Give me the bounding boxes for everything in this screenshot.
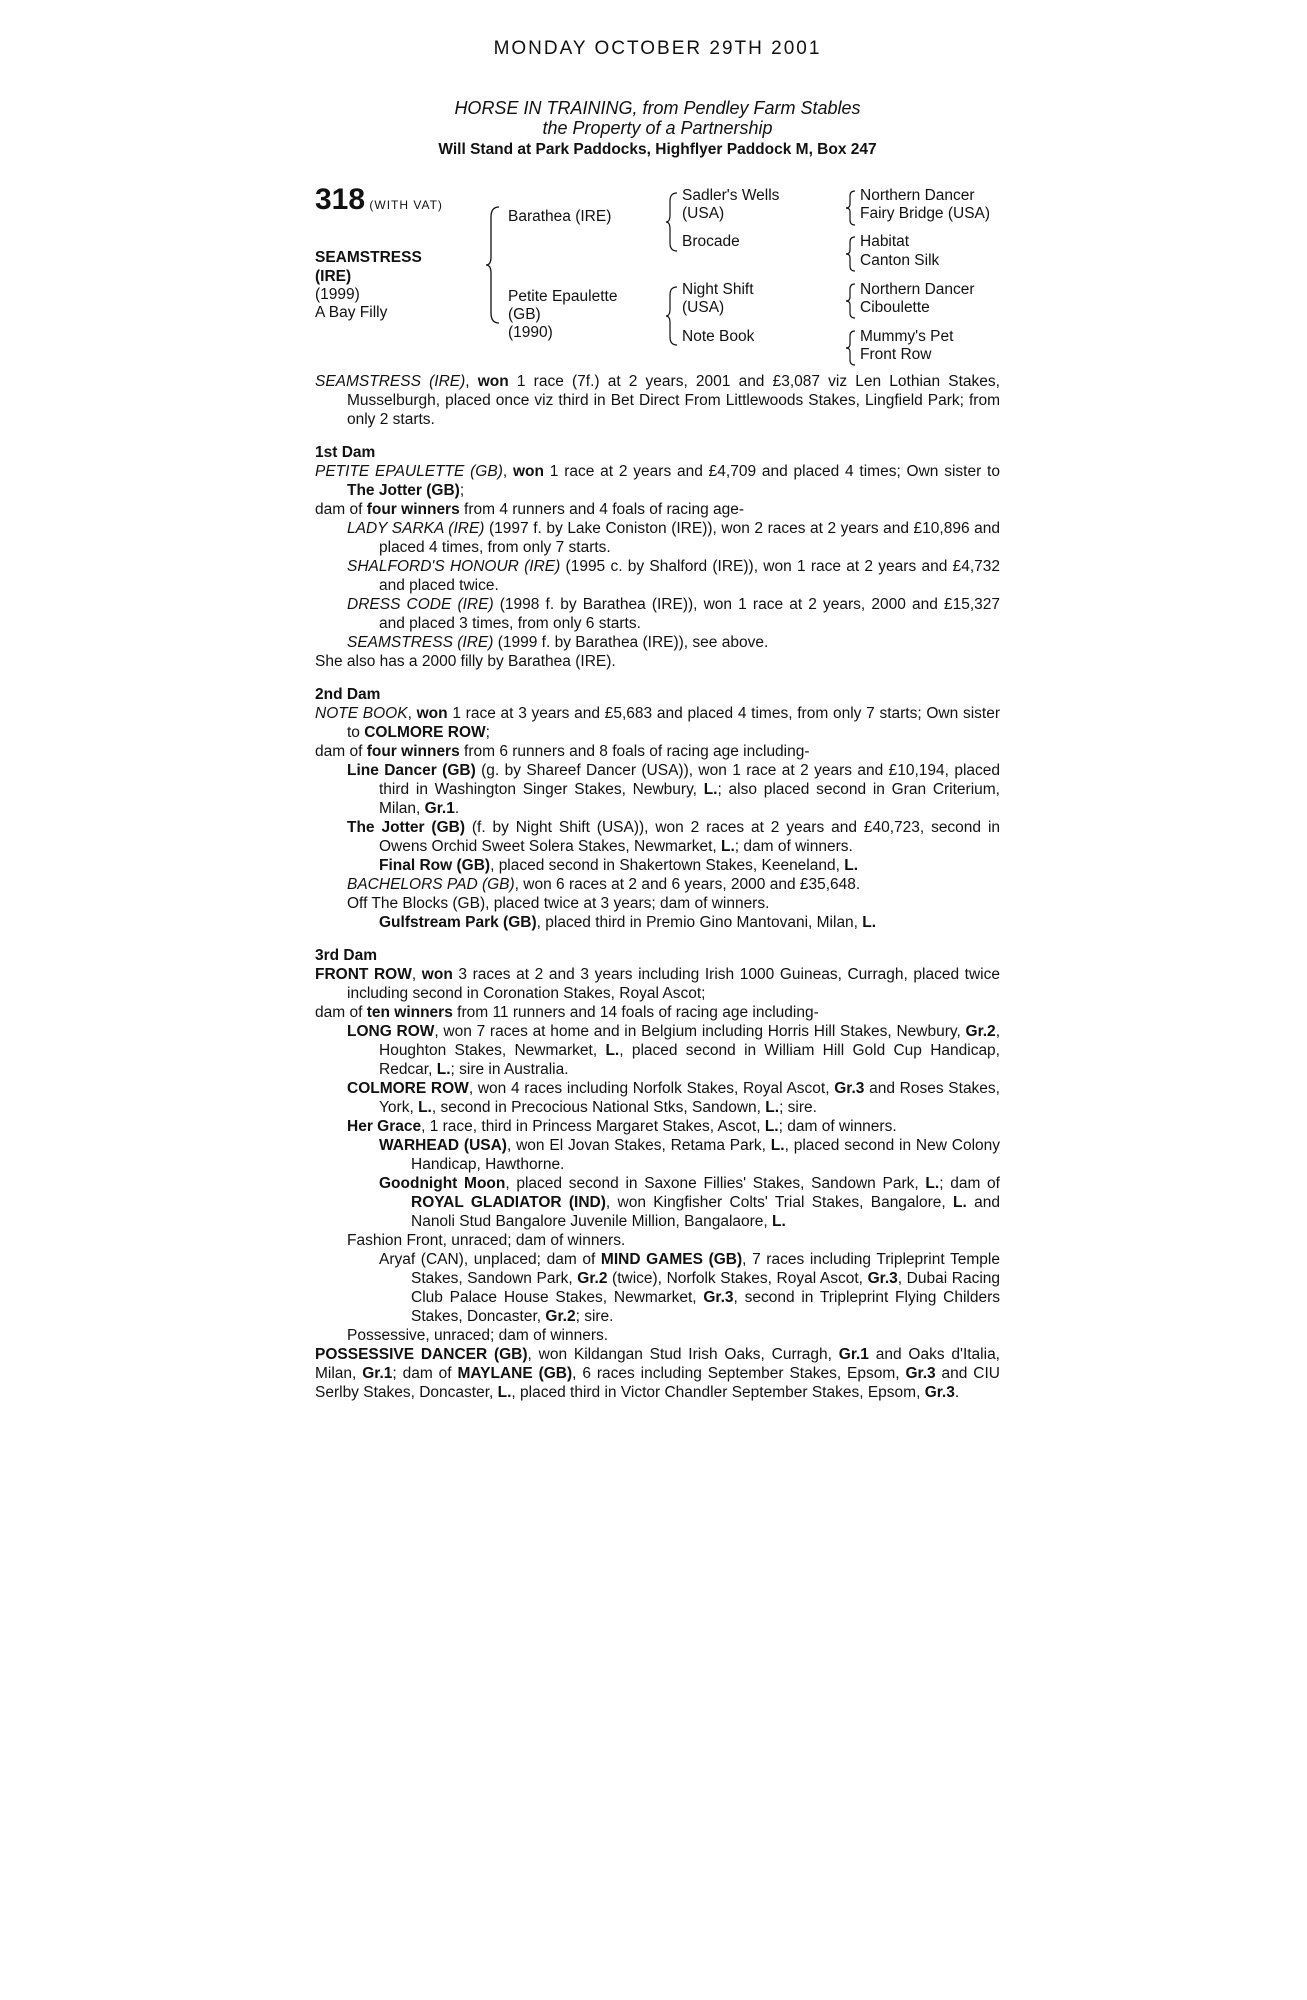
horse-description: A Bay Filly xyxy=(315,304,388,321)
dam-dam: Note Book xyxy=(682,328,755,345)
lot-number: 318 xyxy=(315,183,366,216)
second-dam-summary: NOTE BOOK, won 1 race at 3 years and £5,683 and placed 4 times, from only 7 starts; Own sister to COLMORE ROW; xyxy=(315,705,1000,741)
g-sds: Habitat xyxy=(860,233,910,250)
list-item: SEAMSTRESS (IRE) (1999 f. by Barathea (IRE)), see above. xyxy=(347,634,769,651)
list-item: Gulfstream Park (GB), placed third in Premio Gino Mantovani, Milan, L. xyxy=(379,914,877,931)
stand-location: Will Stand at Park Paddocks, Highflyer Paddock M, Box 247 xyxy=(438,141,877,158)
pedigree-brace-main xyxy=(485,205,501,325)
intro-paragraph: SEAMSTRESS (IRE), won 1 race (7f.) at 2 years, 2001 and £3,087 viz Len Lothian Stakes, Musselburgh, placed once viz third in Bet Direct From Littlewoods Stakes, Lingfield Park; from only 2 starts. xyxy=(315,373,1000,428)
lot-title-line2: the Property of a Partnership xyxy=(542,118,773,138)
pedigree-brace-3 xyxy=(845,282,857,320)
dam: Petite Epaulette xyxy=(508,288,618,305)
dam-sire-suffix: (USA) xyxy=(682,299,725,316)
g-sdd: Canton Silk xyxy=(860,252,940,269)
list-item: Her Grace, 1 race, third in Princess Margaret Stakes, Ascot, L.; dam of winners. xyxy=(347,1118,897,1135)
first-dam-heading: 1st Dam xyxy=(315,444,376,461)
first-dam-produce: dam of four winners from 4 runners and 4 foals of racing age- xyxy=(315,501,745,518)
list-item: BACHELORS PAD (GB), won 6 races at 2 and 6 years, 2000 and £35,648. xyxy=(347,876,861,893)
g-sss: Northern Dancer xyxy=(860,187,975,204)
third-dam-heading: 3rd Dam xyxy=(315,947,378,964)
list-item: Final Row (GB), placed second in Shakertown Stakes, Keeneland, L. xyxy=(379,857,859,874)
first-dam-also: She also has a 2000 filly by Barathea (IRE). xyxy=(315,653,616,670)
sire: Barathea (IRE) xyxy=(508,208,612,225)
list-item: Fashion Front, unraced; dam of winners. xyxy=(347,1232,626,1249)
second-dam-heading: 2nd Dam xyxy=(315,686,381,703)
list-item: Possessive, unraced; dam of winners. xyxy=(347,1327,609,1344)
pedigree-brace-dam xyxy=(665,285,679,347)
g-ssd: Fairy Bridge (USA) xyxy=(860,205,991,222)
pedigree-brace-4 xyxy=(845,329,857,367)
dam-year: (1990) xyxy=(508,324,553,341)
pedigree-brace-2 xyxy=(845,235,857,273)
sire-dam: Brocade xyxy=(682,233,740,250)
horse-year: (1999) xyxy=(315,286,360,303)
list-item: Line Dancer (GB) (g. by Shareef Dancer (USA)), won 1 race at 2 years and £10,194, placed third in Washington Singer Stakes, Newbury, L.; also placed second in Gran Criterium, Milan, Gr.1. xyxy=(347,762,1000,817)
list-item: POSSESSIVE DANCER (GB), won Kildangan Stud Irish Oaks, Curragh, Gr.1 and Oaks d'Italia, Milan, Gr.1; dam of MAYLANE (GB), 6 races including September Stakes, Epsom, Gr.3 and CIU Serlby Stakes, Doncaster, L., placed third in Victor Chandler September Stakes, Epsom, Gr.3. xyxy=(315,1346,1000,1401)
list-item: Off The Blocks (GB), placed twice at 3 years; dam of winners. xyxy=(347,895,770,912)
pedigree-brace-sire xyxy=(665,191,679,253)
lot-title-line1: HORSE IN TRAINING, from Pendley Farm Stables xyxy=(454,98,861,118)
list-item: The Jotter (GB) (f. by Night Shift (USA)), won 2 races at 2 years and £40,723, second in Owens Orchid Sweet Solera Stakes, Newmarket, L.; dam of winners. xyxy=(347,819,1001,855)
second-dam-produce: dam of four winners from 6 runners and 8 foals of racing age including- xyxy=(315,743,810,760)
sire-sire-suffix: (USA) xyxy=(682,205,725,222)
catalogue-text xyxy=(315,372,1000,1402)
lot-header xyxy=(315,183,443,216)
sire-sire: Sadler's Wells xyxy=(682,187,780,204)
list-item: Goodnight Moon, placed second in Saxone Fillies' Stakes, Sandown Park, L.; dam of ROYAL GLADIATOR (IND), won Kingfisher Colts' Trial Stakes, Bangalore, L. and Nanoli Stud Bangalore Juvenile Million, Bangalaore, L. xyxy=(379,1175,1000,1230)
list-item: COLMORE ROW, won 4 races including Norfolk Stakes, Royal Ascot, Gr.3 and Roses Stakes, York, L., second in Precocious National Stks, Sandown, L.; sire. xyxy=(347,1080,1000,1116)
vat-note: (WITH VAT) xyxy=(369,198,443,212)
list-item: LADY SARKA (IRE) (1997 f. by Lake Coniston (IRE)), won 2 races at 2 years and £10,896 and placed 4 times, from only 7 starts. xyxy=(347,520,1001,556)
pedigree-brace-1 xyxy=(845,189,857,227)
g-dsd: Ciboulette xyxy=(860,299,930,316)
list-item: DRESS CODE (IRE) (1998 f. by Barathea (IRE)), won 1 race at 2 years, 2000 and £15,327 and placed 3 times, from only 6 starts. xyxy=(347,596,1000,632)
third-dam-produce: dam of ten winners from 11 runners and 14 foals of racing age including- xyxy=(315,1004,819,1021)
list-item: Aryaf (CAN), unplaced; dam of MIND GAMES (GB), 7 races including Tripleprint Temple Stakes, Sandown Park, Gr.2 (twice), Norfolk Stakes, Royal Ascot, Gr.3, Dubai Racing Club Palace House Stakes, Newmarket, Gr.3, second in Tripleprint Flying Childers Stakes, Doncaster, Gr.2; sire. xyxy=(379,1251,1001,1325)
first-dam-summary: PETITE EPAULETTE (GB), won 1 race at 2 years and £4,709 and placed 4 times; Own sister to The Jotter (GB); xyxy=(315,463,1000,499)
dam-suffix: (GB) xyxy=(508,306,541,323)
horse-suffix: (IRE) xyxy=(315,268,352,285)
list-item: LONG ROW, won 7 races at home and in Belgium including Horris Hill Stakes, Newbury, Gr.2, Houghton Stakes, Newmarket, L., placed second in William Hill Gold Cup Handicap, Redcar, L.; sire in Australia. xyxy=(347,1023,1000,1078)
g-ddd: Front Row xyxy=(860,346,932,363)
list-item: WARHEAD (USA), won El Jovan Stakes, Retama Park, L., placed second in New Colony Handicap, Hawthorne. xyxy=(379,1137,1001,1173)
g-dss: Northern Dancer xyxy=(860,281,975,298)
pedigree-table xyxy=(315,183,1000,372)
third-dam-summary: FRONT ROW, won 3 races at 2 and 3 years including Irish 1000 Guineas, Curragh, placed twice including second in Coronation Stakes, Royal Ascot; xyxy=(315,966,1000,1002)
g-dds: Mummy's Pet xyxy=(860,328,954,345)
sale-date: MONDAY OCTOBER 29TH 2001 xyxy=(493,38,822,59)
dam-sire: Night Shift xyxy=(682,281,754,298)
catalogue-page xyxy=(315,38,1000,1402)
list-item: SHALFORD'S HONOUR (IRE) (1995 c. by Shalford (IRE)), won 1 race at 2 years and £4,732 and placed twice. xyxy=(347,558,1000,594)
horse-name: SEAMSTRESS xyxy=(315,249,422,266)
